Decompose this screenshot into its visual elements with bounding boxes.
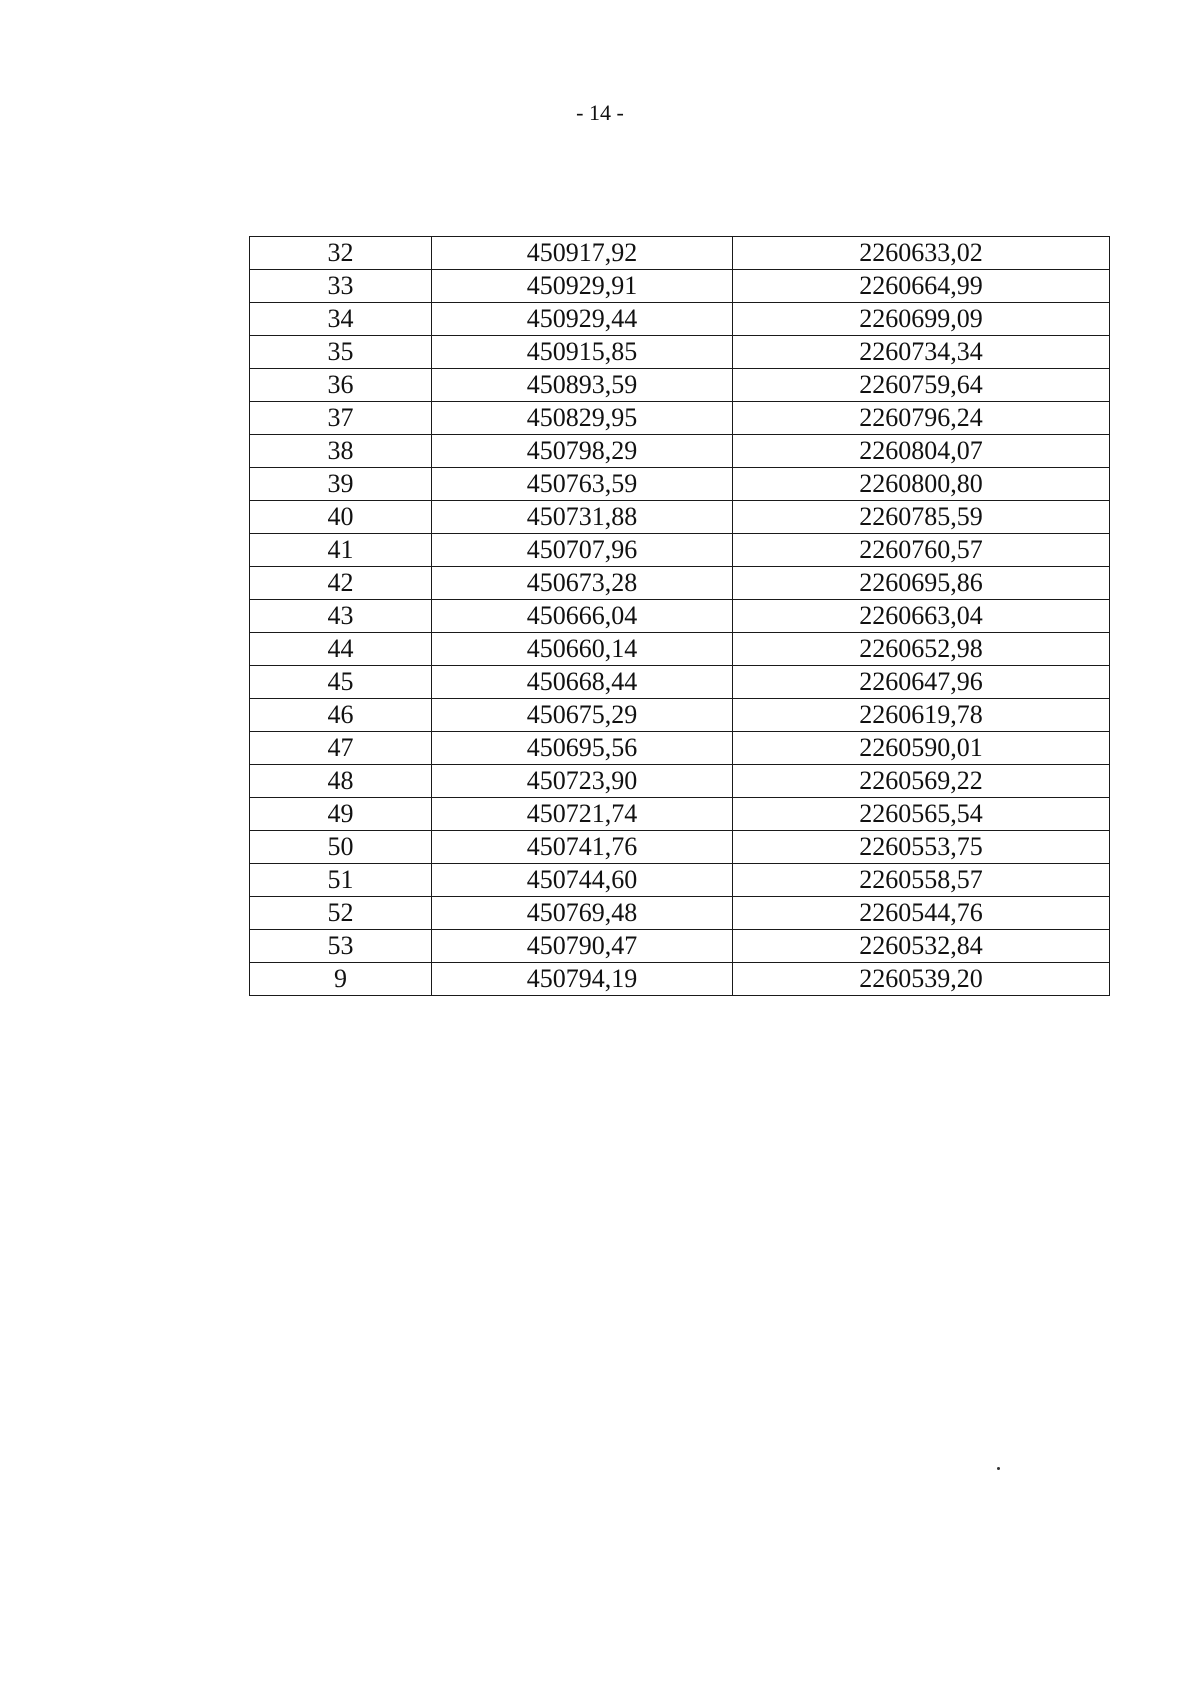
y-coordinate-cell: 2260558,57 [733,864,1110,897]
point-number-cell: 32 [250,237,432,270]
y-coordinate-cell: 2260664,99 [733,270,1110,303]
x-coordinate-cell: 450723,90 [432,765,733,798]
x-coordinate-cell: 450731,88 [432,501,733,534]
x-coordinate-cell: 450660,14 [432,633,733,666]
table-row [250,468,1110,501]
coordinates-table-body [250,237,1110,996]
point-number-cell: 9 [250,963,432,996]
table-row [250,897,1110,930]
y-coordinate-cell: 2260652,98 [733,633,1110,666]
x-coordinate-cell: 450769,48 [432,897,733,930]
x-coordinate-cell: 450829,95 [432,402,733,435]
point-number-cell: 41 [250,534,432,567]
table-row [250,699,1110,732]
point-number-cell: 36 [250,369,432,402]
table-row [250,336,1110,369]
coordinates-table [249,236,1110,996]
point-number-cell: 33 [250,270,432,303]
y-coordinate-cell: 2260663,04 [733,600,1110,633]
table-row [250,567,1110,600]
x-coordinate-cell: 450673,28 [432,567,733,600]
table-row [250,864,1110,897]
y-coordinate-cell: 2260633,02 [733,237,1110,270]
y-coordinate-cell: 2260804,07 [733,435,1110,468]
point-number-cell: 50 [250,831,432,864]
y-coordinate-cell: 2260759,64 [733,369,1110,402]
table-row [250,930,1110,963]
y-coordinate-cell: 2260760,57 [733,534,1110,567]
x-coordinate-cell: 450675,29 [432,699,733,732]
point-number-cell: 42 [250,567,432,600]
point-number-cell: 35 [250,336,432,369]
table-row [250,270,1110,303]
y-coordinate-cell: 2260565,54 [733,798,1110,831]
y-coordinate-cell: 2260590,01 [733,732,1110,765]
y-coordinate-cell: 2260800,80 [733,468,1110,501]
y-coordinate-cell: 2260785,59 [733,501,1110,534]
y-coordinate-cell: 2260619,78 [733,699,1110,732]
x-coordinate-cell: 450929,44 [432,303,733,336]
y-coordinate-cell: 2260569,22 [733,765,1110,798]
page-number: - 14 - [576,100,624,125]
point-number-cell: 39 [250,468,432,501]
x-coordinate-cell: 450763,59 [432,468,733,501]
x-coordinate-cell: 450744,60 [432,864,733,897]
point-number-cell: 38 [250,435,432,468]
y-coordinate-cell: 2260695,86 [733,567,1110,600]
y-coordinate-cell: 2260647,96 [733,666,1110,699]
y-coordinate-cell: 2260532,84 [733,930,1110,963]
x-coordinate-cell: 450707,96 [432,534,733,567]
x-coordinate-cell: 450917,92 [432,237,733,270]
table-row [250,237,1110,270]
x-coordinate-cell: 450668,44 [432,666,733,699]
point-number-cell: 48 [250,765,432,798]
y-coordinate-cell: 2260796,24 [733,402,1110,435]
point-number-cell: 49 [250,798,432,831]
point-number-cell: 44 [250,633,432,666]
point-number-cell: 34 [250,303,432,336]
x-coordinate-cell: 450915,85 [432,336,733,369]
point-number-cell: 37 [250,402,432,435]
x-coordinate-cell: 450794,19 [432,963,733,996]
x-coordinate-cell: 450695,56 [432,732,733,765]
point-number-cell: 45 [250,666,432,699]
table-row [250,534,1110,567]
table-row [250,732,1110,765]
table-row [250,666,1110,699]
table-row [250,369,1110,402]
table-row [250,831,1110,864]
table-row [250,765,1110,798]
table-row [250,303,1110,336]
table-row [250,633,1110,666]
table-row [250,798,1110,831]
x-coordinate-cell: 450798,29 [432,435,733,468]
table-row [250,402,1110,435]
table-row [250,435,1110,468]
x-coordinate-cell: 450741,76 [432,831,733,864]
point-number-cell: 53 [250,930,432,963]
y-coordinate-cell: 2260539,20 [733,963,1110,996]
table-row [250,963,1110,996]
point-number-cell: 40 [250,501,432,534]
point-number-cell: 46 [250,699,432,732]
stray-dot-mark [997,1467,1000,1470]
table-row [250,600,1110,633]
y-coordinate-cell: 2260553,75 [733,831,1110,864]
y-coordinate-cell: 2260699,09 [733,303,1110,336]
point-number-cell: 43 [250,600,432,633]
y-coordinate-cell: 2260544,76 [733,897,1110,930]
x-coordinate-cell: 450893,59 [432,369,733,402]
point-number-cell: 51 [250,864,432,897]
x-coordinate-cell: 450721,74 [432,798,733,831]
x-coordinate-cell: 450790,47 [432,930,733,963]
y-coordinate-cell: 2260734,34 [733,336,1110,369]
x-coordinate-cell: 450929,91 [432,270,733,303]
x-coordinate-cell: 450666,04 [432,600,733,633]
table-row [250,501,1110,534]
point-number-cell: 52 [250,897,432,930]
point-number-cell: 47 [250,732,432,765]
